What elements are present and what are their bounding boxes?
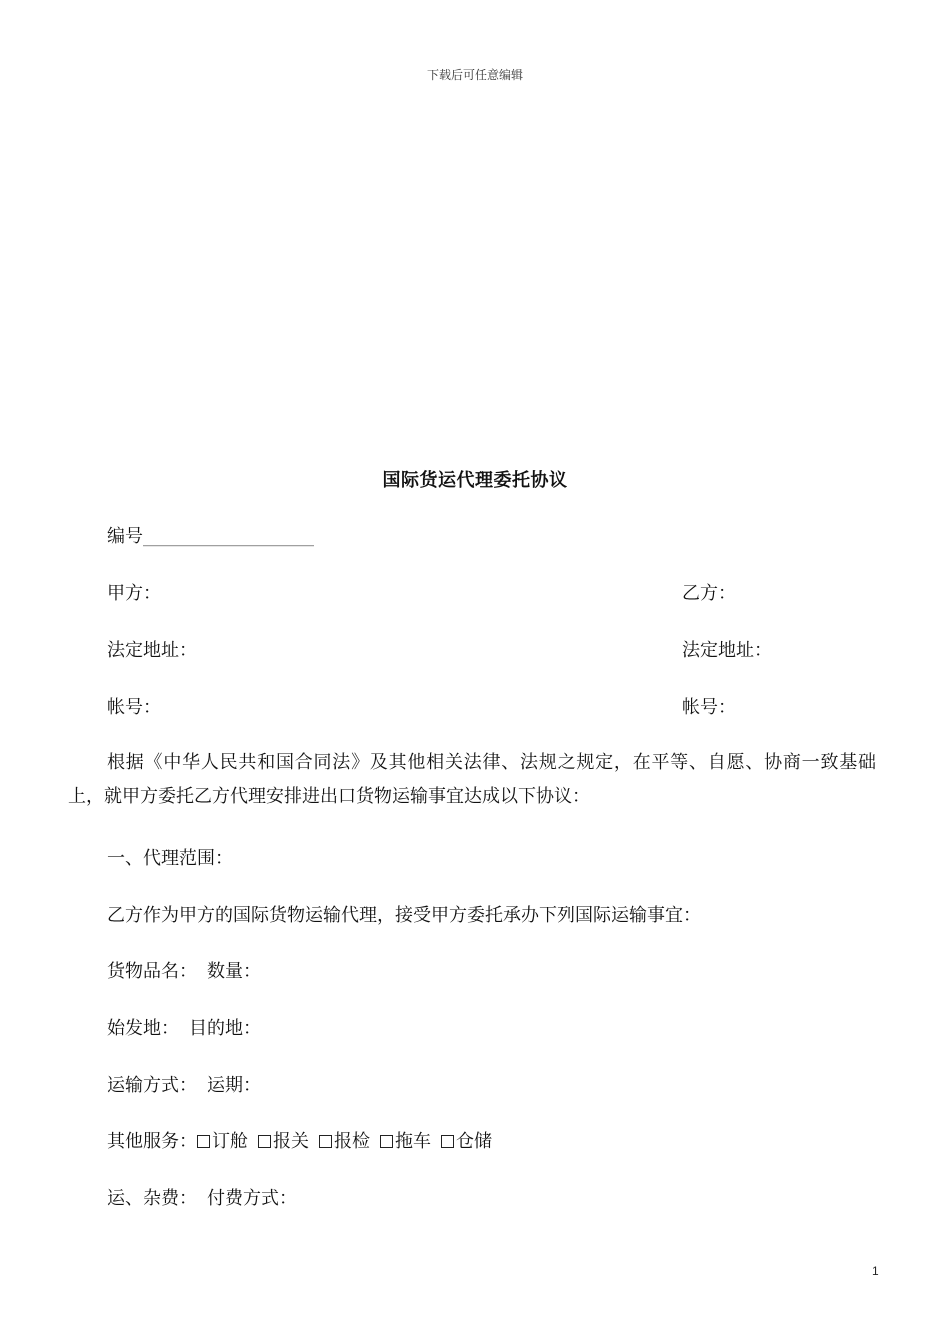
section-1-statement: 乙方作为甲方的国际货物运输代理，接受甲方委托承办下列国际运输事宜： xyxy=(107,905,701,926)
payment-method-label: 付费方式： xyxy=(207,1188,297,1209)
transport-field-line xyxy=(107,1072,261,1100)
quantity-label: 数量： xyxy=(207,961,261,982)
goods-field-line xyxy=(107,958,261,986)
checkbox-icon xyxy=(319,1135,332,1148)
contract-number-label: 编号 xyxy=(107,526,143,547)
section-1-heading: 一、代理范围： xyxy=(107,848,233,869)
transport-mode-label: 运输方式： xyxy=(107,1075,197,1096)
service-option-booking[interactable]: 订舱 xyxy=(197,1128,248,1156)
party-a-account-label: 帐号： xyxy=(107,697,161,718)
checkbox-icon xyxy=(258,1135,271,1148)
destination-label: 目的地： xyxy=(189,1018,261,1039)
party-b-account-label: 帐号： xyxy=(682,697,736,718)
other-services-line xyxy=(107,1128,502,1156)
page-number: 1 xyxy=(872,1264,879,1278)
goods-name-label: 货物品名： xyxy=(107,961,197,982)
fees-field-line xyxy=(107,1185,297,1213)
origin-field-line xyxy=(107,1015,261,1043)
document-title: 国际货运代理委托协议 xyxy=(382,470,568,491)
header-note: 下载后可任意编辑 xyxy=(426,68,523,82)
contract-number-blank: ___________________ xyxy=(143,526,314,547)
service-option-customs[interactable]: 报关 xyxy=(258,1128,309,1156)
service-option-inspection[interactable]: 报检 xyxy=(319,1128,370,1156)
checkbox-icon xyxy=(197,1135,210,1148)
other-services-label: 其他服务： xyxy=(107,1131,197,1152)
checkbox-icon xyxy=(380,1135,393,1148)
fees-label: 运、杂费： xyxy=(107,1188,197,1209)
origin-label: 始发地： xyxy=(107,1018,179,1039)
party-a-label: 甲方： xyxy=(107,583,161,604)
party-b-label: 乙方： xyxy=(682,583,736,604)
party-b-address-label: 法定地址： xyxy=(682,640,772,661)
party-a-address-label: 法定地址： xyxy=(107,640,197,661)
contract-number-line xyxy=(107,523,314,551)
intro-paragraph: 根据《中华人民共和国合同法》及其他相关法律、法规之规定，在平等、自愿、协商一致基础上，就甲方委托乙方代理安排进出口货物运输事宜达成以下协议： xyxy=(68,752,876,807)
service-option-trucking[interactable]: 拖车 xyxy=(380,1128,431,1156)
transport-period-label: 运期： xyxy=(207,1075,261,1096)
checkbox-icon xyxy=(441,1135,454,1148)
service-option-warehousing[interactable]: 仓储 xyxy=(441,1128,492,1156)
